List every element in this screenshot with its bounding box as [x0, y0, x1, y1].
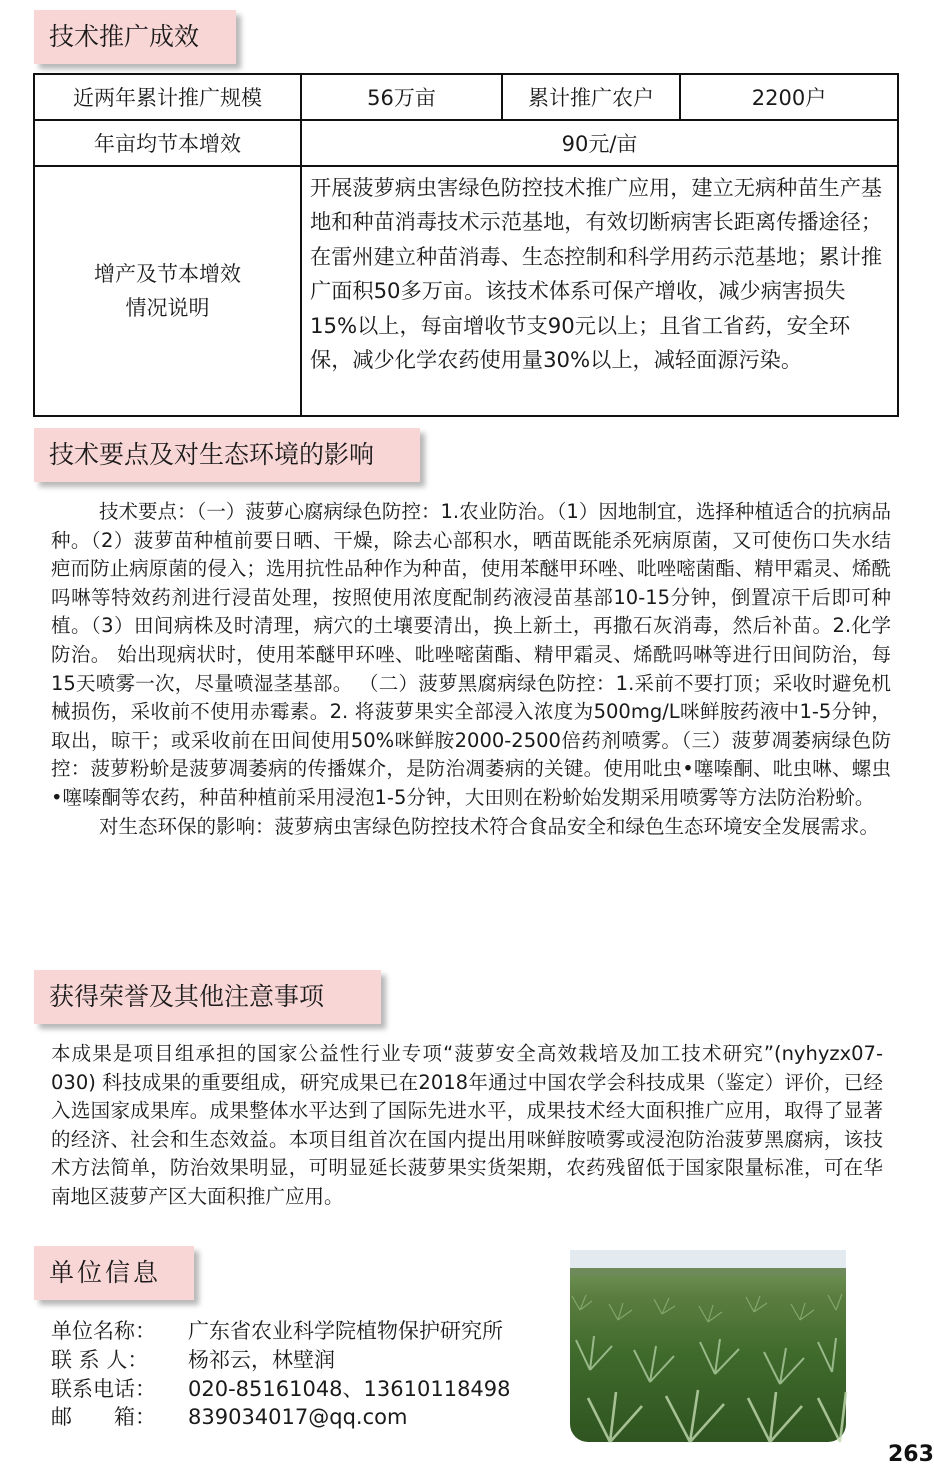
farmers-value: 2200户: [680, 74, 898, 120]
unit-name-label: 单位名称：: [51, 1319, 156, 1343]
unit-name-value: 广东省农业科学院植物保护研究所: [188, 1319, 503, 1343]
farmers-label: 累计推广农户: [502, 74, 680, 120]
tech-body: [51, 498, 891, 841]
email-label: 邮 箱：: [51, 1405, 156, 1429]
desc-label-line1: 增产及节本增效: [94, 262, 241, 286]
section-header-promotion: [34, 10, 236, 64]
phone-value: 020-85161048、13610118498: [188, 1377, 511, 1401]
scale-label: 近两年累计推广规模: [34, 74, 301, 120]
benefit-value: 90元/亩: [301, 120, 898, 166]
phone-label: 联系电话：: [51, 1377, 156, 1401]
honor-body: [51, 1040, 883, 1212]
honor-paragraph: 本成果是项目组承担的国家公益性行业专项“菠萝安全高效栽培及加工技术研究”(nyhyzx07-030) 科技成果的重要组成，研究成果已在2018年通过中国农学会科技成果（鉴定）评价，已经入选国家成果库。成果整体水平达到了国际先进水平，成果技术经大面积推广应用，取得了显著的经济、社会和生态效益。本项目组首次在国内提出用咪鲜胺喷雾或浸泡防治菠萝黑腐病，该技术方法简单，防治效果明显，可明显延长菠萝果实货架期，农药残留低于国家限量标准，可在华南地区菠萝产区大面积推广应用。: [51, 1042, 883, 1208]
section-title: 获得荣誉及其他注意事项: [49, 982, 325, 1011]
benefit-label: 年亩均节本增效: [34, 120, 301, 166]
email-value: 839034017@qq.com: [188, 1405, 408, 1429]
tech-paragraph-1: 技术要点：（一）菠萝心腐病绿色防控：1.农业防治。（1）因地制宜，选择种植适合的抗病品种。（2）菠萝苗种植前要日晒、干燥，除去心部积水，晒苗既能杀死病原菌，又可使伤口失水结疤而防止病原菌的侵入；选用抗性品种作为种苗，使用苯醚甲环唑、吡唑嘧菌酯、精甲霜灵、烯酰吗啉等特效药剂进行浸苗处理，按照使用浓度配制药液浸苗基部10-15分钟，倒置凉干后即可种植。（3）田间病株及时清理，病穴的土壤要清出，换上新土，再撒石灰消毒，然后补苗。2.化学防治。 始出现病状时，使用苯醚甲环唑、吡唑嘧菌酯、精甲霜灵、烯酰吗啉等进行田间防治，每15天喷雾一次，尽量喷湿茎基部。 （二）菠萝黑腐病绿色防控：1.采前不要打顶；采收时避免机械损伤，采收前不使用赤霉素。2. 将菠萝果实全部浸入浓度为500mg/L咪鲜胺药液中1-5分钟，取出，晾干；或采收前在田间使用50%咪鲜胺2000-2500倍药剂喷雾。（三）菠萝凋萎病绿色防控：菠萝粉蚧是菠萝凋萎病的传播媒介，是防治凋萎病的关键。使用吡虫•噻嗪酮、吡虫啉、螺虫•噻嗪酮等农药，种苗种植前采用浸泡1-5分钟，大田则在粉蚧始发期采用喷雾等方法防治粉蚧。: [51, 500, 891, 809]
page-number: 263: [888, 1442, 934, 1467]
contact-label: 联 系 人：: [51, 1348, 149, 1372]
section-header-unit: [34, 1246, 194, 1300]
section-title: 单位信息: [49, 1258, 162, 1287]
desc-text: 开展菠萝病虫害绿色防控技术推广应用，建立无病种苗生产基地和种苗消毒技术示范基地，有效切断病害长距离传播途径；在雷州建立种苗消毒、生态控制和科学用药示范基地；累计推广面积50多万亩。该技术体系可保产增收，减少病害损失15%以上，每亩增收节支90元以上；且省工省药，安全环保，减少化学农药使用量30%以上，减轻面源污染。: [301, 166, 898, 416]
desc-label-line2: 情况说明: [125, 296, 210, 320]
unit-name-row: [51, 1317, 503, 1345]
pineapple-field-illustration: [570, 1250, 846, 1442]
phone-row: [51, 1375, 511, 1403]
table-row: [34, 166, 898, 416]
section-header-tech: [34, 428, 420, 482]
tech-paragraph-2: 对生态环保的影响：菠萝病虫害绿色防控技术符合食品安全和绿色生态环境安全发展需求。: [99, 814, 880, 838]
section-title: 技术要点及对生态环境的影响: [49, 440, 375, 469]
contact-value: 杨祁云，林壁润: [188, 1348, 335, 1372]
contact-row: [51, 1346, 335, 1374]
section-title: 技术推广成效: [49, 22, 200, 51]
desc-label: [34, 166, 301, 416]
scale-value: 56万亩: [301, 74, 502, 120]
table-row: [34, 74, 898, 120]
promotion-stats-table: [33, 73, 899, 417]
table-row: [34, 120, 898, 166]
pineapple-field-photo: [570, 1250, 846, 1442]
email-row: [51, 1403, 407, 1431]
section-header-honor: [34, 970, 381, 1024]
